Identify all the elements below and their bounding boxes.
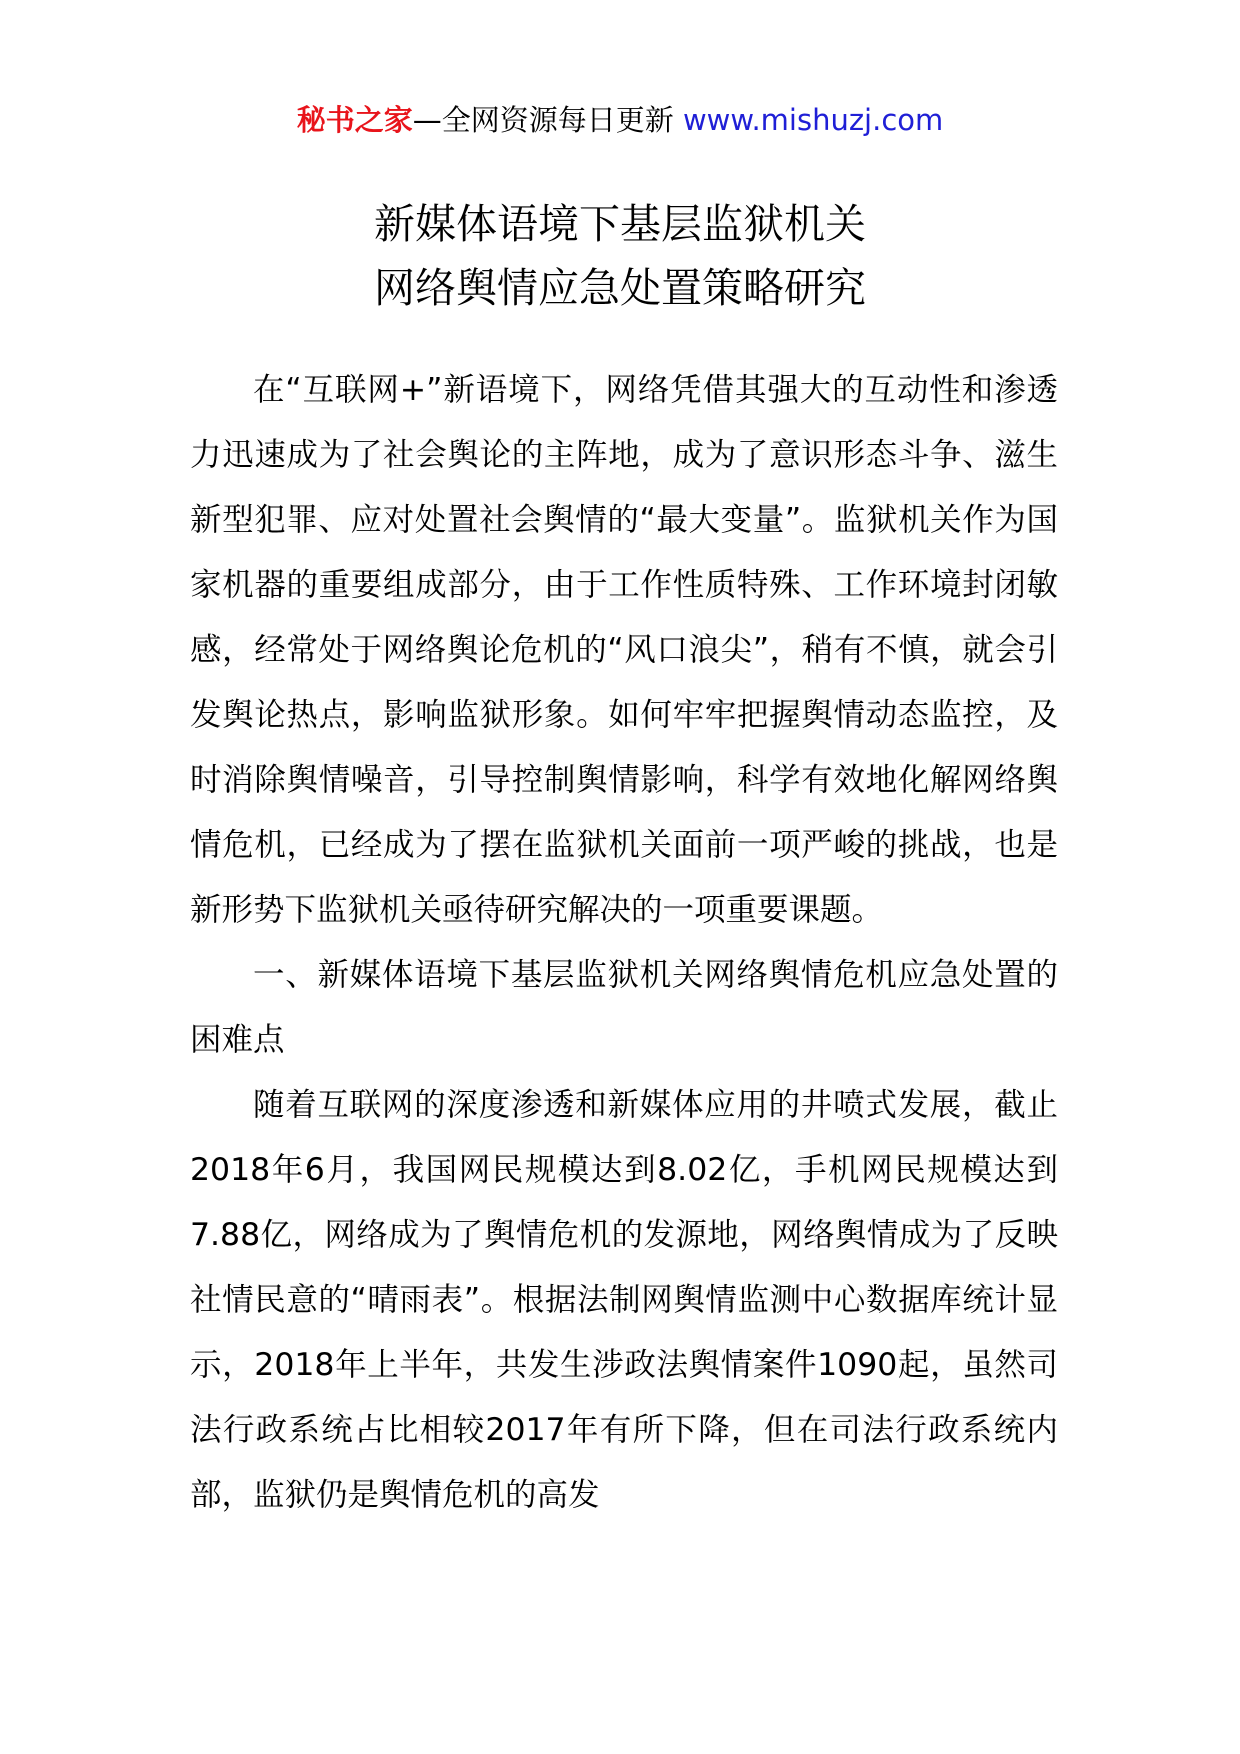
header-tagline: —全网资源每日更新 bbox=[412, 103, 674, 137]
site-url-link[interactable]: www.mishuzj.com bbox=[682, 103, 944, 137]
title-line-1: 新媒体语境下基层监狱机关 bbox=[374, 200, 866, 248]
brand-name: 秘书之家 bbox=[296, 103, 413, 137]
document-body bbox=[190, 358, 1058, 1528]
site-header bbox=[0, 100, 1240, 140]
title-line-2: 网络舆情应急处置策略研究 bbox=[374, 264, 866, 312]
document-title bbox=[0, 192, 1240, 320]
intro-paragraph: 在“互联网+”新语境下，网络凭借其强大的互动性和渗透力迅速成为了社会舆论的主阵地，成为了意识形态斗争、滋生新型犯罪、应对处置社会舆情的“最大变量”。监狱机关作为国家机器的重要组成部分，由于工作性质特殊、工作环境封闭敏感，经常处于网络舆论危机的“风口浪尖”，稍有不慎，就会引发舆论热点，影响监狱形象。如何牢牢把握舆情动态监控，及时消除舆情噪音，引导控制舆情影响，科学有效地化解网络舆情危机，已经成为了摆在监狱机关面前一项严峻的挑战，也是新形势下监狱机关亟待研究解决的一项重要课题。 bbox=[190, 372, 1058, 928]
section-heading-1: 一、新媒体语境下基层监狱机关网络舆情危机应急处置的困难点 bbox=[190, 957, 1058, 1058]
section-1-paragraph: 随着互联网的深度渗透和新媒体应用的井喷式发展，截止2018年6月，我国网民规模达到8.02亿，手机网民规模达到7.88亿，网络成为了舆情危机的发源地，网络舆情成为了反映社情民意的“晴雨表”。根据法制网舆情监测中心数据库统计显示，2018年上半年，共发生涉政法舆情案件1090起，虽然司法行政系统占比相较2017年有所下降，但在司法行政系统内部，监狱仍是舆情危机的高发 bbox=[190, 1087, 1058, 1513]
